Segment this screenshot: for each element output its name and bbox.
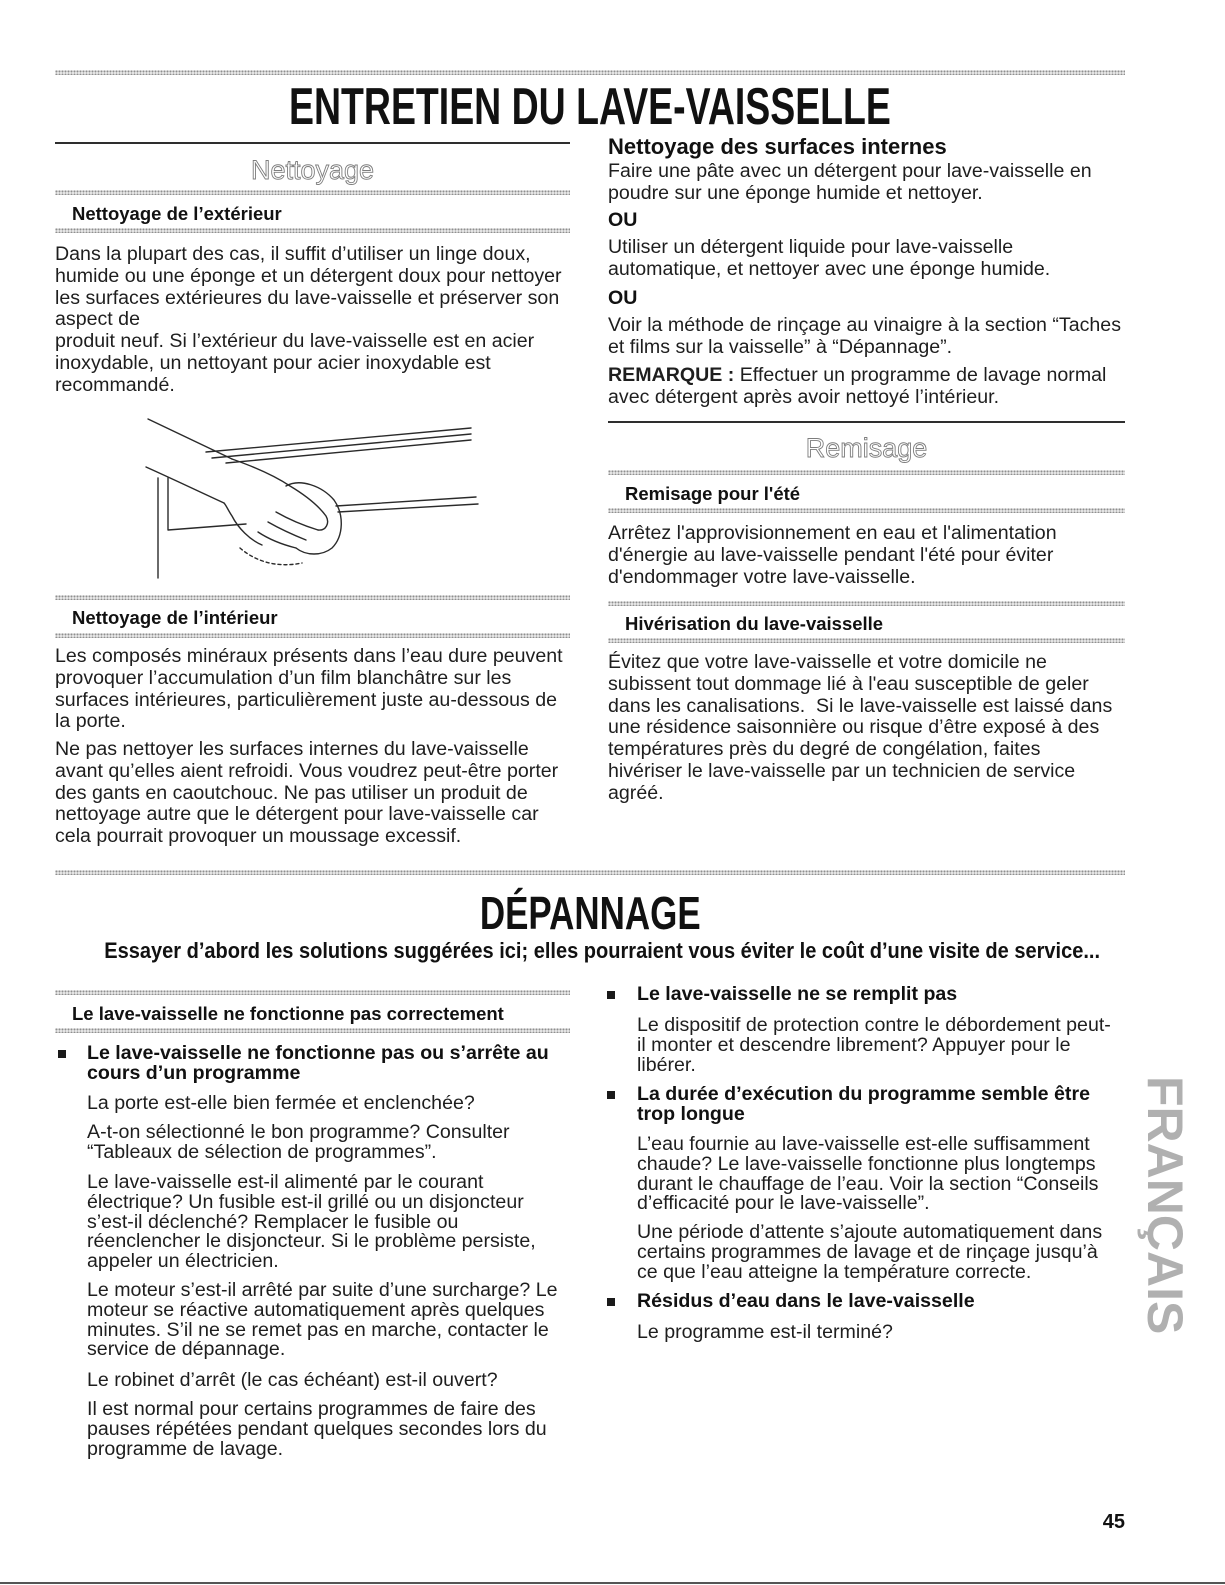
interior-cleaning-heading: Nettoyage de l’intérieur xyxy=(72,607,278,628)
interior-cleaning-paragraph: Ne pas nettoyer les surfaces internes du lave-vaisselle avant qu’elles aient refroidi. Vous voudrez peut-être porter des gants en caoutchouc. Ne pas utiliser un produit de nettoyage autre que le détergent pour lave-vaisselle car cela pourrait provoquer un moussage excessif. xyxy=(55,738,559,848)
summer-storage-heading: Remisage pour l'été xyxy=(625,483,801,504)
dotted-divider xyxy=(55,70,1125,75)
dotted-divider xyxy=(55,990,570,995)
square-bullet-icon xyxy=(58,1050,66,1058)
hand-wiping-dishwasher-illustration xyxy=(140,405,485,585)
troubleshooting-category-heading: Le lave-vaisselle ne fonctionne pas correctement xyxy=(72,1003,504,1024)
internal-surfaces-option: Voir la méthode de rinçage au vinaigre à la section “Taches et films sur la vaisselle” à “Dépannage”. xyxy=(608,314,1122,358)
problem-answer: Le lave-vaisselle est-il alimenté par le courant électrique? Un fusible est-il grillé ou un disjoncteur s’est-il déclenché? Remplacer le fusible ou réenclencher le disjoncteur. Si le problème persiste, appeler un électricien. xyxy=(87,1171,536,1273)
page-edge-line xyxy=(0,1582,1225,1584)
page-title-text: ENTRETIEN DU LAVE-VAISSELLE xyxy=(289,78,891,136)
section-title-storage: Remisage xyxy=(805,433,928,463)
dotted-divider xyxy=(608,470,1125,475)
dotted-divider xyxy=(55,228,570,233)
section-rule xyxy=(608,421,1125,423)
section-title-cleaning: Nettoyage xyxy=(250,155,375,185)
internal-surfaces-option: Faire une pâte avec un détergent pour lave-vaisselle en poudre sur une éponge humide et nettoyer. xyxy=(608,160,1092,204)
square-bullet-icon xyxy=(607,1091,615,1099)
winterizing-text: Évitez que votre lave-vaisselle et votre domicile ne subissent tout dommage lié à l'eau susceptible de geler dans les canalisations. Si le lave-vaisselle est laissé dans une résidence saisonnière ou risque d’être exposé à des températures près du degré de congélation, faites hivériser le lave-vaisselle par un technicien de service agréé. xyxy=(608,651,1113,804)
problem-answer: Le moteur s’est-il arrêté par suite d’une surcharge? Le moteur se réactive automatiquement après quelques minutes. S’il ne se remet pas en marche, contacter le service de dépannage. xyxy=(87,1279,558,1361)
or-label: OU xyxy=(608,209,638,231)
dotted-divider xyxy=(608,601,1125,606)
internal-surfaces-heading: Nettoyage des surfaces internes xyxy=(608,134,947,159)
interior-cleaning-paragraph: Les composés minéraux présents dans l’eau dure peuvent provoquer l’accumulation d’un film blanchâtre sur les surfaces intérieures, particulièrement juste au-dessous de la porte. xyxy=(55,645,563,733)
troubleshooting-title xyxy=(55,887,1125,939)
internal-surfaces-option: Utiliser un détergent liquide pour lave-vaisselle automatique, et nettoyer avec une éponge humide. xyxy=(608,236,1051,280)
dotted-divider xyxy=(55,1028,570,1033)
or-label: OU xyxy=(608,287,638,309)
side-tab-language: FRANÇAIS xyxy=(1137,1076,1193,1335)
square-bullet-icon xyxy=(607,1298,615,1306)
section-rule xyxy=(55,142,570,144)
problem-answer: Il est normal pour certains programmes de faire des pauses répétées pendant quelques secondes lors du programme de lavage. xyxy=(87,1398,547,1460)
winterizing-heading: Hivérisation du lave-vaisselle xyxy=(625,613,884,634)
exterior-cleaning-text: Dans la plupart des cas, il suffit d’utiliser un linge doux, humide ou une éponge et un détergent doux pour nettoyer les surfaces extérieures du lave-vaisselle et préserver son aspect de produit neuf. Si l’extérieur du lave-vaisselle est en acier inoxydable, un nettoyant pour acier inoxydable est recommandé. xyxy=(55,243,562,396)
note-paragraph xyxy=(608,365,1106,409)
problem-title: La durée d’exécution du programme semble être trop longue xyxy=(637,1083,1090,1125)
dotted-divider xyxy=(55,633,570,638)
exterior-cleaning-heading: Nettoyage de l’extérieur xyxy=(72,203,282,224)
problem-title: Résidus d’eau dans le lave-vaisselle xyxy=(637,1290,975,1312)
dotted-divider xyxy=(55,870,1125,875)
problem-answer: Le dispositif de protection contre le débordement peut- il monter et descendre librement? Appuyer pour le libérer. xyxy=(637,1014,1111,1076)
dotted-divider xyxy=(55,595,570,600)
note-text: Effectuer un programme de lavage normal avec détergent après avoir nettoyé l’intérieur. xyxy=(608,364,1107,408)
troubleshooting-intro xyxy=(55,938,1125,964)
summer-storage-text: Arrêtez l'approvisionnement en eau et l'alimentation d'énergie au lave-vaisselle pendant l'été pour éviter d'endommager votre lave-vaisselle. xyxy=(608,522,1057,588)
troubleshooting-intro-text: Essayer d’abord les solutions suggérées ici; elles pourraient vous éviter le coût d’une visite de service... xyxy=(104,938,1101,963)
dotted-divider xyxy=(608,638,1125,643)
page-number: 45 xyxy=(1102,1511,1125,1533)
problem-answer: La porte est-elle bien fermée et enclenchée? xyxy=(87,1092,475,1114)
problem-answer: Le programme est-il terminé? xyxy=(637,1321,893,1343)
problem-answer: A-t-on sélectionné le bon programme? Consulter “Tableaux de sélection de programmes”. xyxy=(87,1121,510,1163)
square-bullet-icon xyxy=(607,991,615,999)
troubleshooting-title-text: DÉPANNAGE xyxy=(479,887,701,939)
dotted-divider xyxy=(608,508,1125,513)
problem-title: Le lave-vaisselle ne se remplit pas xyxy=(637,983,958,1005)
page-title xyxy=(55,77,1125,137)
problem-title: Le lave-vaisselle ne fonctionne pas ou s’arrête au cours d’un programme xyxy=(87,1042,549,1084)
problem-answer: Le robinet d’arrêt (le cas échéant) est-il ouvert? xyxy=(87,1369,498,1391)
problem-answer: L’eau fournie au lave-vaisselle est-elle suffisamment chaude? Le lave-vaisselle fonctionne plus longtemps durant le chauffage de l’eau. Voir la section “Conseils d’efficacité pour le lave-vaisselle”. xyxy=(637,1133,1099,1215)
note-label: REMARQUE : xyxy=(608,364,735,386)
problem-answer: Une période d’attente s’ajoute automatiquement dans certains programmes de lavage et de rinçage jusqu’à ce que l’eau atteigne la température correcte. xyxy=(637,1221,1103,1283)
dotted-divider xyxy=(55,190,570,195)
